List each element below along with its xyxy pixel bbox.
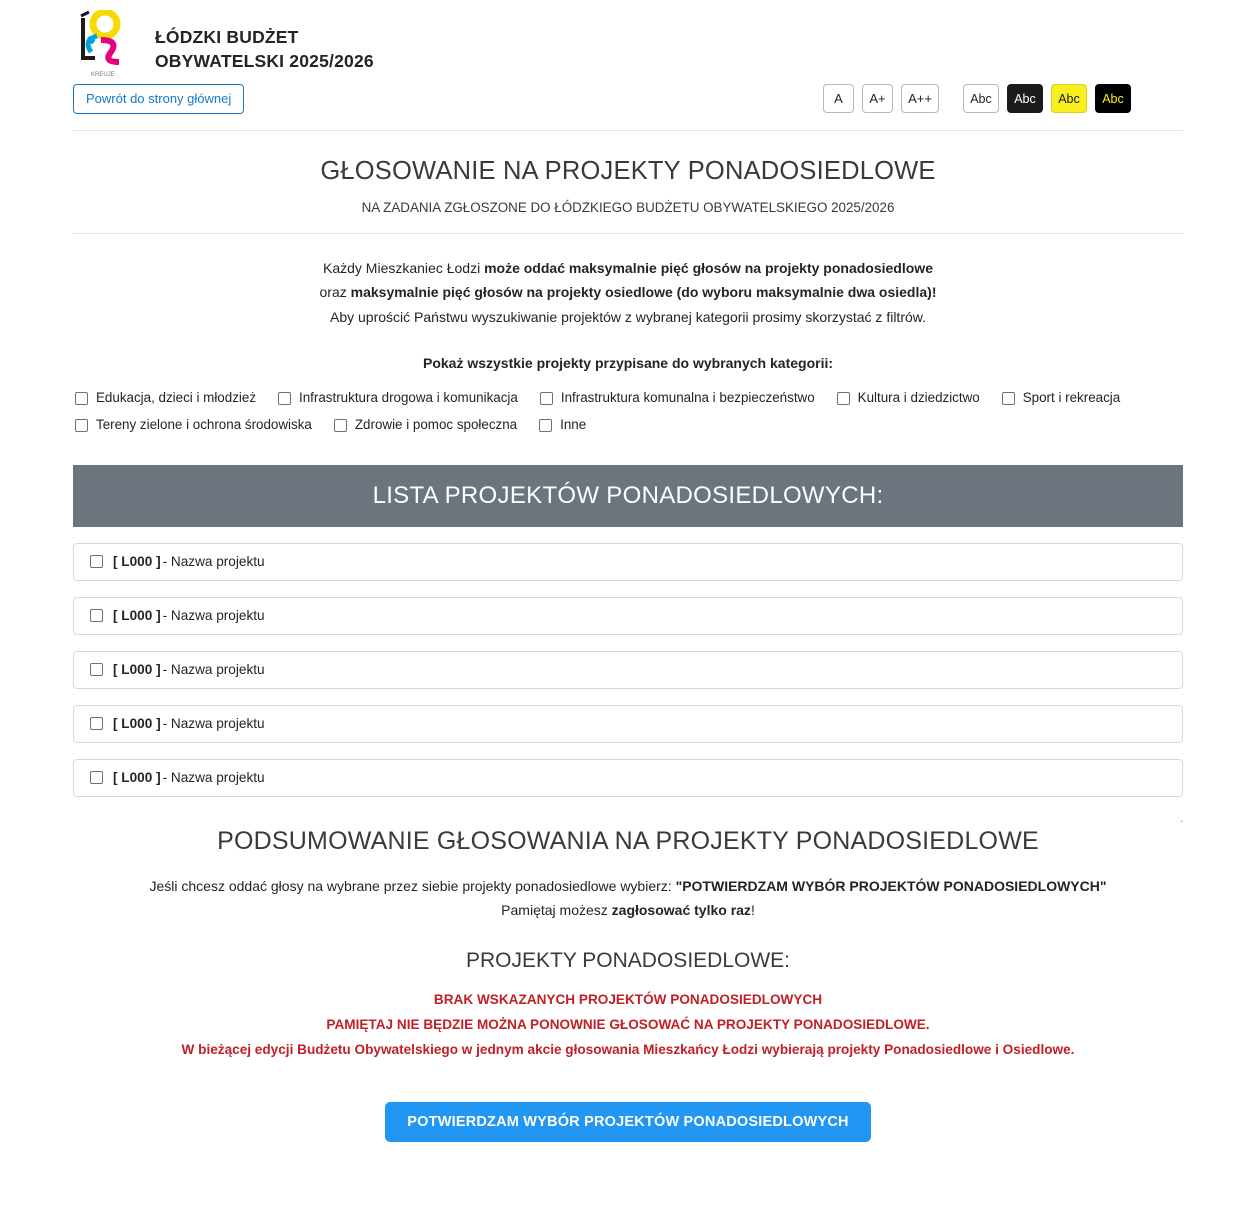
page-title-block [73, 131, 1183, 234]
contrast-group [963, 84, 1131, 113]
intro-line-2 [73, 280, 1183, 305]
lodz-logo-icon [75, 10, 147, 80]
list-end-marker: . [1179, 812, 1183, 825]
filters-title: Pokaż wszystkie projekty przypisane do wybranych kategorii: [422, 355, 834, 372]
summary-line-2-suffix: ! [750, 902, 755, 919]
project-name: - Nazwa projektu [162, 662, 265, 678]
contrast-black-yellow-button[interactable]: Abc [1095, 84, 1131, 113]
project-code: [ L000 ] [113, 770, 161, 786]
checkbox-icon[interactable] [75, 419, 88, 432]
svg-text:KREUJE: KREUJE [91, 72, 115, 78]
brand-title-line2: OBYWATELSKI 2025/2026 [155, 50, 374, 71]
checkbox-icon[interactable] [90, 609, 103, 622]
font-size-large-button[interactable]: A+ [862, 84, 893, 113]
project-code: [ L000 ] [113, 608, 161, 624]
category-filter-zdrowie[interactable] [334, 412, 517, 439]
project-code: [ L000 ] [113, 662, 161, 678]
summary-line-2-plain: Pamiętaj możesz [501, 902, 612, 919]
category-filter-infrastruktura-komunalna[interactable] [540, 385, 815, 412]
intro-line-2-bold: maksymalnie pięć głosów na projekty osiedlowe (do wyboru maksymalnie dwa osiedla)! [350, 284, 937, 301]
summary-line-1 [73, 874, 1183, 899]
checkbox-icon[interactable] [75, 392, 88, 405]
list-item[interactable] [73, 543, 1183, 581]
intro-line-3: Aby uprościć Państwu wyszukiwanie projektów z wybranej kategorii prosimy skorzystać z filtrów. [330, 308, 926, 325]
lodz-logo [75, 10, 147, 80]
voting-summary [73, 827, 1183, 1062]
category-label: Zdrowie i pomoc społeczna [354, 416, 518, 432]
category-filter-edukacja[interactable] [75, 385, 256, 412]
accessibility-toolbar [823, 84, 1131, 113]
site-header [73, 0, 1183, 80]
list-item[interactable] [73, 705, 1183, 743]
checkbox-icon[interactable] [90, 717, 103, 730]
list-item[interactable] [73, 597, 1183, 635]
confirm-vote-button[interactable]: POTWIERDZAM WYBÓR PROJEKTÓW PONADOSIEDLOWYCH [385, 1102, 870, 1142]
checkbox-icon[interactable] [90, 663, 103, 676]
summary-subheading: PROJEKTY PONADOSIEDLOWE: [465, 948, 790, 972]
category-filter-sport[interactable] [1002, 385, 1121, 412]
summary-warning-3: W bieżącej edycji Budżetu Obywatelskiego w jednym akcie głosowania Mieszkańcy Łodzi wybierają projekty Ponadosiedlowe i Osiedlowe. [181, 1042, 1075, 1057]
category-label: Infrastruktura komunalna i bezpieczeństwo [560, 390, 815, 406]
intro-line-2-plain: oraz [319, 284, 351, 301]
category-filter-row-2 [75, 412, 1181, 439]
summary-warning-2: PAMIĘTAJ NIE BĘDZIE MOŻNA PONOWNIE GŁOSOWAĆ NA PROJEKTY PONADOSIEDLOWE. [326, 1016, 930, 1032]
project-list [73, 543, 1183, 825]
summary-line-2-bold: zagłosować tylko raz [611, 902, 751, 919]
toolbar-row [73, 84, 1183, 131]
category-filter-row-1 [75, 385, 1181, 412]
page-title: GŁOSOWANIE NA PROJEKTY PONADOSIEDLOWE [320, 156, 936, 185]
checkbox-icon[interactable] [540, 392, 553, 405]
summary-line-1-plain: Jeśli chcesz oddać głosy na wybrane przez siebie projekty ponadosiedlowe wybierz: [149, 877, 676, 894]
category-filters [73, 385, 1183, 439]
checkbox-icon[interactable] [539, 419, 552, 432]
contrast-yellow-button[interactable]: Abc [1051, 84, 1087, 113]
checkbox-icon[interactable] [278, 392, 291, 405]
category-label: Tereny zielone i ochrona środowiska [96, 416, 312, 432]
checkbox-icon[interactable] [90, 555, 103, 568]
font-size-normal-button[interactable]: A [823, 84, 854, 113]
project-code: [ L000 ] [113, 716, 161, 732]
font-size-xlarge-button[interactable]: A++ [901, 84, 939, 113]
category-label: Edukacja, dzieci i młodzież [96, 390, 257, 406]
category-label: Kultura i dziedzictwo [857, 390, 980, 406]
project-list-banner: LISTA PROJEKTÓW PONADOSIEDLOWYCH: [73, 465, 1183, 527]
summary-warning-1: BRAK WSKAZANYCH PROJEKTÓW PONADOSIEDLOWYCH [433, 991, 823, 1007]
list-item[interactable] [73, 759, 1183, 797]
intro-line-1-plain: Każdy Mieszkaniec Łodzi [323, 259, 485, 276]
summary-line-1-bold: "POTWIERDZAM WYBÓR PROJEKTÓW PONADOSIEDLOWYCH" [675, 877, 1107, 894]
page-subtitle: NA ZADANIA ZGŁOSZONE DO ŁÓDZKIEGO BUDŻETU OBYWATELSKIEGO 2025/2026 [361, 199, 895, 215]
category-filter-tereny-zielone[interactable] [75, 412, 312, 439]
summary-line-2 [73, 898, 1183, 923]
project-name: - Nazwa projektu [162, 716, 265, 732]
brand-title-line1: ŁÓDZKI BUDŻET [155, 27, 299, 47]
checkbox-icon[interactable] [90, 771, 103, 784]
confirm-section [73, 1102, 1183, 1182]
back-to-home-button[interactable]: Powrót do strony głównej [73, 84, 244, 114]
checkbox-icon[interactable] [837, 392, 850, 405]
summary-title: PODSUMOWANIE GŁOSOWANIA NA PROJEKTY PONADOSIEDLOWE [217, 826, 1039, 855]
intro-text [73, 234, 1183, 334]
project-name: - Nazwa projektu [162, 770, 265, 786]
category-filter-inne[interactable] [539, 412, 586, 439]
project-name: - Nazwa projektu [162, 554, 265, 570]
project-code: [ L000 ] [113, 554, 161, 570]
category-filter-infrastruktura-drogowa[interactable] [278, 385, 518, 412]
category-label: Inne [560, 416, 587, 432]
intro-line-1 [73, 256, 1183, 281]
brand-title [155, 26, 374, 73]
checkbox-icon[interactable] [334, 419, 347, 432]
intro-line-1-bold: może oddać maksymalnie pięć głosów na projekty ponadosiedlowe [484, 259, 933, 276]
contrast-default-button[interactable]: Abc [963, 84, 999, 113]
page-container [73, 0, 1183, 1182]
category-label: Infrastruktura drogowa i komunikacja [299, 390, 518, 406]
category-filter-kultura[interactable] [837, 385, 980, 412]
contrast-dark-button[interactable]: Abc [1007, 84, 1043, 113]
category-label: Sport i rekreacja [1022, 390, 1121, 406]
list-item[interactable] [73, 651, 1183, 689]
font-size-group [823, 84, 939, 113]
project-name: - Nazwa projektu [162, 608, 265, 624]
checkbox-icon[interactable] [1002, 392, 1015, 405]
